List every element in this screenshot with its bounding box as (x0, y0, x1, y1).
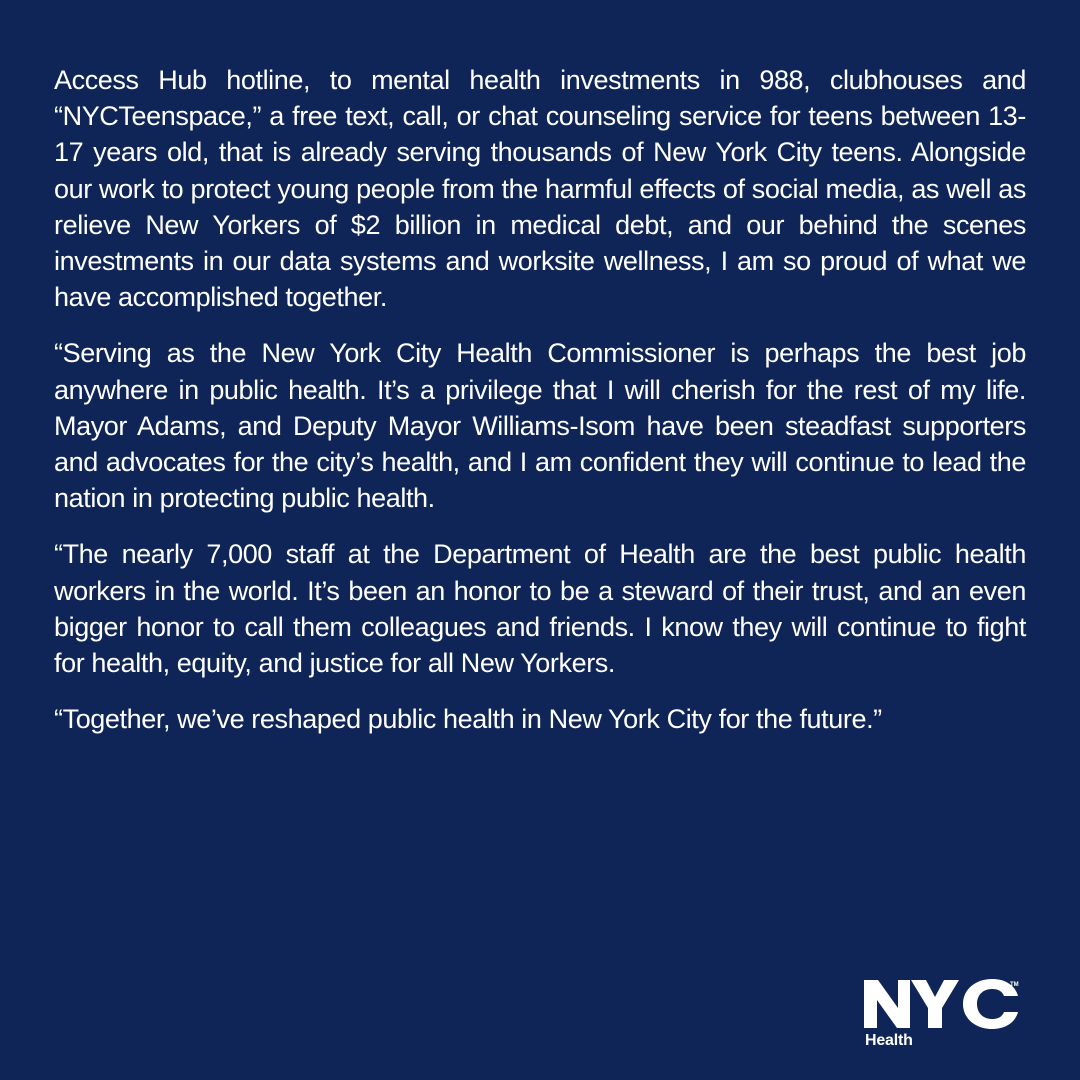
paragraph-commissioner: “Serving as the New York City Health Commissioner is perhaps the best job anywhere in public health. It’s a privilege that I will cherish for the rest of my life. Mayor Adams, and Deputy Mayor Williams-Isom have been steadfast supporters and advocates for the city’s health, and I am confident they will continue to lead the nation in protecting public health. (54, 338, 1026, 514)
statement-text (54, 62, 1026, 757)
paragraph-access-hub: Access Hub hotline, to mental health investments in 988, clubhouses and “NYCTeenspace,” a free text, call, or chat counseling service for teens between 13-17 years old, that is already serving thousands of New York City teens. Alongside our work to protect young people from the harmful effects of social media, as well as relieve New Yorkers of $2 billion in medical debt, and our behind the scenes investments in our data systems and worksite wellness, I am so proud of what we have accomplished together. (54, 65, 1026, 313)
trademark-mark: TM (1010, 982, 1019, 988)
logo-caption: Health (865, 1032, 913, 1049)
paragraph-staff: “The nearly 7,000 staff at the Department of Health are the best public health workers in the world. It’s been an honor to be a steward of their trust, and an even bigger honor to call them colleagues and friends. I know they will continue to fight for health, equity, and justice for all New Yorkers. (54, 539, 1026, 679)
paragraph-closing: “Together, we’ve reshaped public health in New York City for the future.” (54, 704, 882, 735)
nyc-wordmark-icon (864, 978, 1024, 1030)
nyc-health-logo (864, 978, 1024, 1054)
